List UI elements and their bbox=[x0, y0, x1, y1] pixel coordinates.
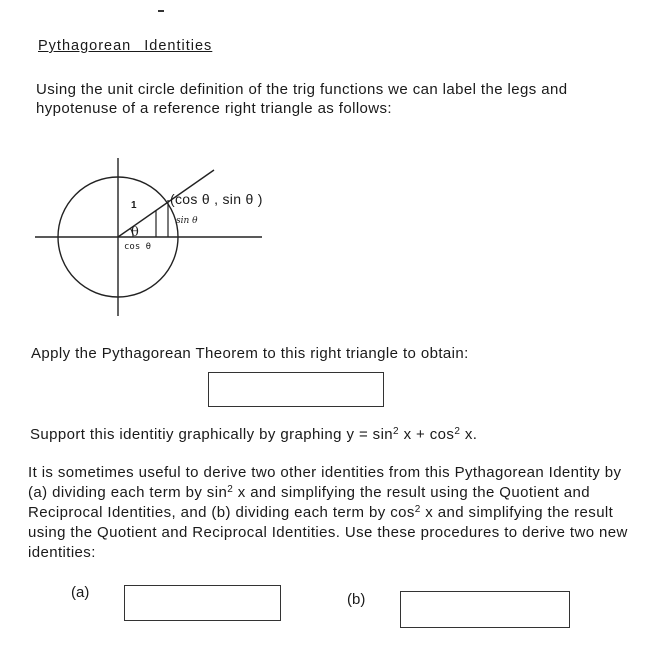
answer-a-label: (a) bbox=[71, 584, 90, 601]
opposite-label: sin θ bbox=[176, 216, 198, 226]
derive-text-1: It is sometimes useful to derive two other identities from this Pythagorean Identity by (a) dividing each term by sin bbox=[28, 464, 622, 501]
identity-answer-box[interactable] bbox=[208, 372, 384, 407]
support-text-3: x. bbox=[460, 426, 478, 443]
derive-text-2: x and simplifying the result using the Quotient and Reciprocal Identities, and (b) dividing each term by cos bbox=[28, 484, 590, 521]
exponent: 2 bbox=[393, 426, 400, 437]
support-text-1: Support this identitiy graphically by graphing y = sin bbox=[30, 426, 394, 443]
answer-b-label: (b) bbox=[347, 591, 366, 608]
page-title: Pythagorean Identities bbox=[38, 38, 213, 54]
support-paragraph bbox=[30, 425, 650, 444]
answer-a-box[interactable] bbox=[124, 585, 281, 621]
exponent: 2 bbox=[454, 426, 461, 437]
exponent: 2 bbox=[227, 484, 234, 495]
answer-b-box[interactable] bbox=[400, 591, 570, 628]
support-text-2: x + cos bbox=[399, 426, 455, 443]
derive-text-3: x and simplifying the result using the Quotient and Reciprocal Identities. Use these procedures to derive two new identities: bbox=[28, 504, 628, 561]
intro-paragraph: Using the unit circle definition of the trig functions we can label the legs and hypotenuse of a reference right triangle as follows: bbox=[36, 81, 568, 117]
derive-paragraph bbox=[28, 463, 640, 563]
apply-paragraph: Apply the Pythagorean Theorem to this right triangle to obtain: bbox=[31, 345, 469, 362]
angle-label: θ bbox=[131, 225, 139, 240]
exponent: 2 bbox=[414, 504, 421, 515]
top-mark bbox=[158, 10, 164, 12]
hypotenuse-label: 1 bbox=[131, 200, 137, 211]
point-label: (cos θ , sin θ ) bbox=[170, 191, 263, 207]
unit-circle-diagram bbox=[30, 150, 280, 320]
adjacent-label: cos θ bbox=[124, 242, 152, 252]
